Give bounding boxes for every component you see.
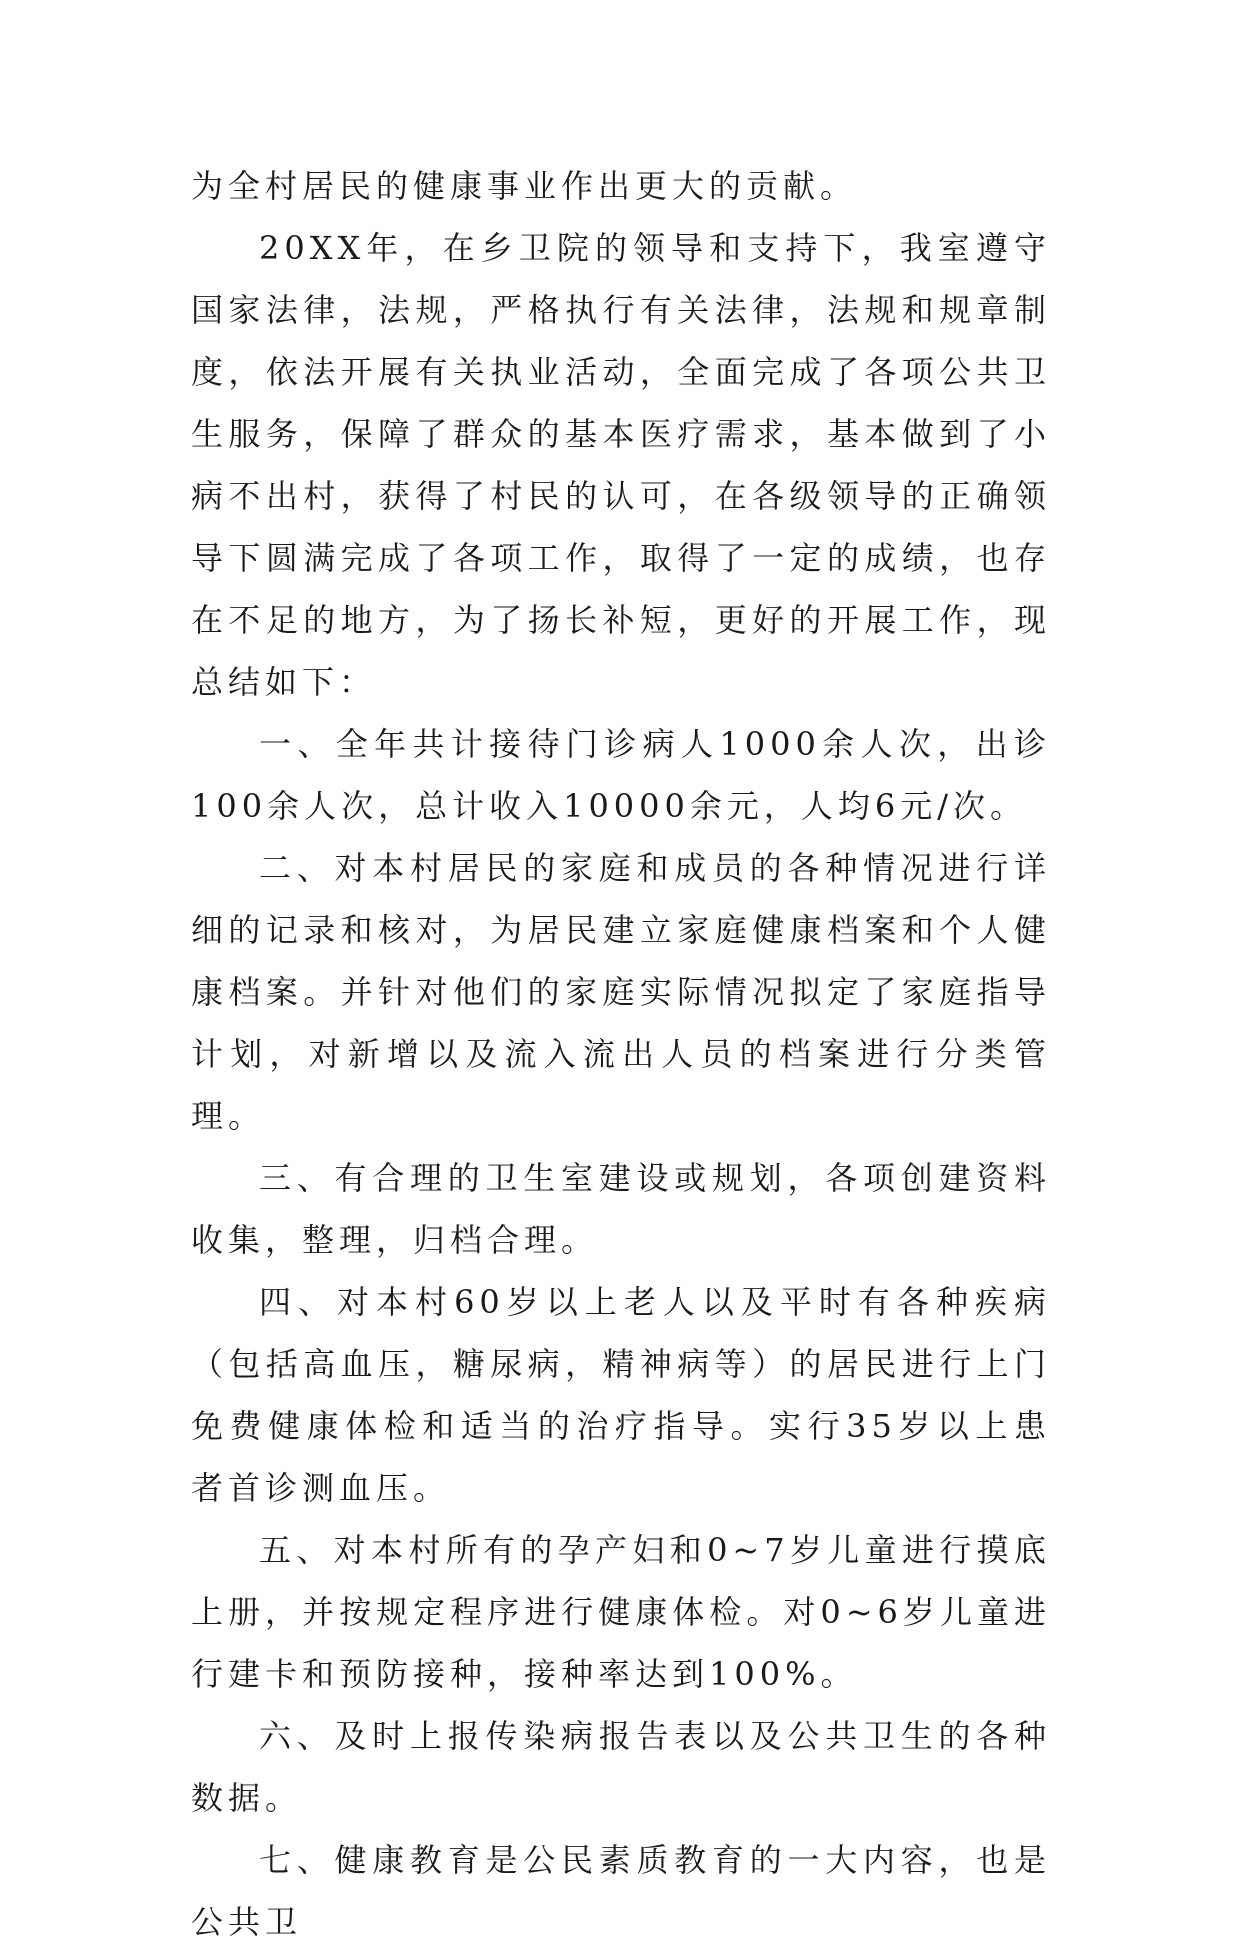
paragraph-item-6: 六、及时上报传染病报告表以及公共卫生的各种数据。 [191,1717,1051,1817]
paragraph-item-5: 五、对本村所有的孕产妇和0~7岁儿童进行摸底上册，并按规定程序进行健康体检。对0~6岁儿童进行建卡和预防接种，接种率达到100%。 [191,1531,1051,1693]
paragraph-intro: 20XX年，在乡卫院的领导和支持下，我室遵守国家法律，法规，严格执行有关法律，法规和规章制度，依法开展有关执业活动，全面完成了各项公共卫生服务，保障了群众的基本医疗需求，基本做到了小病不出村，获得了村民的认可，在各级领导的正确领导下圆满完成了各项工作，取得了一定的成绩，也存在不足的地方，为了扬长补短，更好的开展工作，现总结如下： [191,229,1051,701]
paragraph-closing-line: 为全村居民的健康事业作出更大的贡献。 [191,167,858,205]
document-body [191,155,1051,1953]
paragraph-item-2: 二、对本村居民的家庭和成员的各种情况进行详细的记录和核对，为居民建立家庭健康档案和个人健康档案。并针对他们的家庭实际情况拟定了家庭指导计划，对新增以及流入流出人员的档案进行分类管理。 [191,849,1051,1135]
paragraph-item-7: 七、健康教育是公民素质教育的一大内容，也是公共卫 [191,1841,1051,1941]
paragraph-item-1: 一、全年共计接待门诊病人1000余人次，出诊100余人次，总计收入10000余元，人均6元/次。 [191,725,1051,825]
paragraph-item-4: 四、对本村60岁以上老人以及平时有各种疾病（包括高血压，糖尿病，精神病等）的居民进行上门免费健康体检和适当的治疗指导。实行35岁以上患者首诊测血压。 [191,1283,1051,1507]
paragraph-item-3: 三、有合理的卫生室建设或规划，各项创建资料收集，整理，归档合理。 [191,1159,1051,1259]
